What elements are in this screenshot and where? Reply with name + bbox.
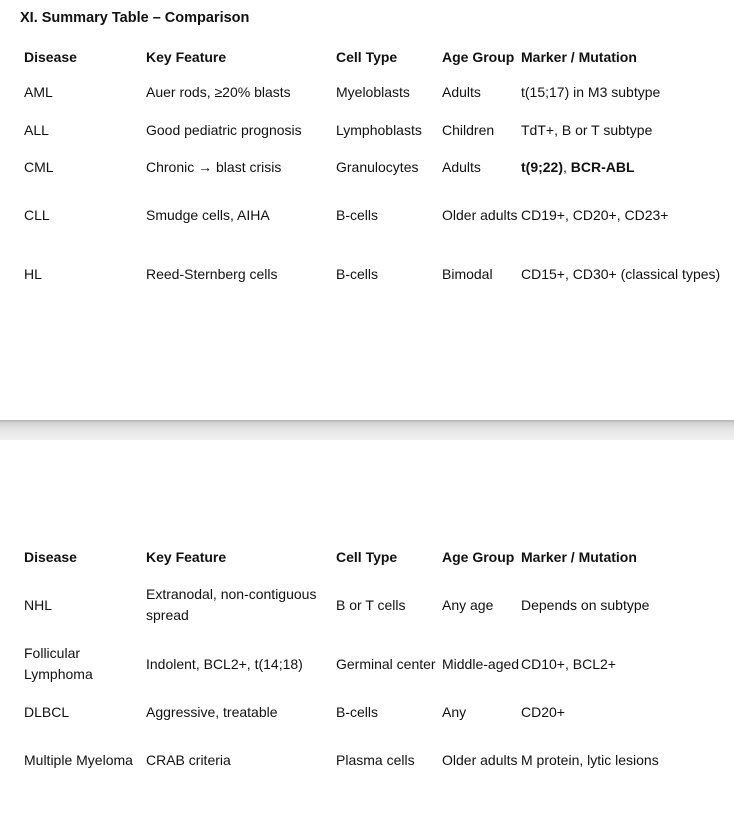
cell-disease: CML [24, 159, 54, 176]
summary-table-part-1 [0, 40, 734, 305]
cell-cell-type: Granulocytes [336, 159, 419, 176]
cell-age: Older adults [442, 207, 518, 223]
cell-marker: TdT+, B or T subtype [521, 121, 653, 138]
header-cell-type: Cell Type [336, 548, 398, 565]
table-row [0, 187, 734, 245]
header-marker: Marker / Mutation [521, 48, 637, 65]
table-row [0, 692, 734, 732]
cell-marker: CD20+ [521, 703, 565, 720]
cell-age: Adults [442, 84, 481, 101]
cell-age: Adults [442, 159, 481, 176]
marker-translocation: t(9;22) [521, 159, 564, 176]
cell-cell-type: B-cells [336, 703, 379, 720]
marker-separator: , [563, 159, 571, 176]
cell-disease: CLL [24, 207, 50, 223]
cell-disease: NHL [24, 596, 53, 613]
cell-feature: Auer rods, ≥20% blasts [146, 84, 291, 101]
table-header-row [0, 40, 734, 74]
table-header-row [0, 540, 734, 574]
page-separator [0, 420, 734, 440]
cell-marker: t(15;17) in M3 subtype [521, 84, 661, 101]
cell-age: Bimodal [442, 266, 493, 282]
cell-marker: CD10+, BCL2+ [521, 655, 616, 672]
table-row [0, 112, 734, 150]
cell-marker: M protein, lytic lesions [521, 751, 659, 768]
table-row [0, 149, 734, 187]
cell-cell-type: B or T cells [336, 596, 406, 613]
cell-age: Children [442, 121, 495, 138]
header-disease: Disease [24, 548, 77, 565]
cell-feature: Good pediatric prognosis [146, 121, 302, 138]
header-disease: Disease [24, 48, 77, 65]
document-page-2 [0, 440, 734, 814]
cell-marker: Depends on subtype [521, 596, 650, 613]
cell-cell-type: B-cells [336, 266, 379, 282]
marker-fusion-gene: BCR-ABL [570, 159, 635, 176]
cell-feature: Smudge cells, AIHA [146, 207, 270, 223]
table-row [0, 74, 734, 112]
header-age-group: Age Group [442, 48, 515, 65]
cell-feature: Chronic → blast crisis [146, 159, 282, 176]
cell-marker [521, 149, 734, 187]
cell-cell-type: Plasma cells [336, 751, 415, 768]
cell-age: Middle-aged [442, 655, 520, 672]
section-title: XI. Summary Table – Comparison [20, 10, 250, 26]
cell-feature: Aggressive, treatable [146, 703, 278, 720]
header-key-feature: Key Feature [146, 548, 227, 565]
cell-disease: Follicular Lymphoma [24, 645, 93, 682]
cell-disease: AML [24, 84, 53, 101]
header-cell-type: Cell Type [336, 48, 398, 65]
header-marker: Marker / Mutation [521, 548, 637, 565]
cell-feature: Indolent, BCL2+, t(14;18) [146, 655, 303, 672]
table-row [0, 636, 734, 692]
cell-age: Older adults [442, 751, 518, 768]
cell-disease: Multiple Myeloma [24, 751, 133, 768]
cell-cell-type: B-cells [336, 207, 379, 223]
table-row [0, 574, 734, 636]
cell-cell-type: Myeloblasts [336, 84, 410, 101]
cell-age: Any [442, 703, 467, 720]
summary-table-part-2 [0, 540, 734, 788]
cell-disease: ALL [24, 121, 49, 138]
cell-disease: HL [24, 266, 42, 282]
cell-feature: CRAB criteria [146, 751, 231, 768]
cell-age: Any age [442, 596, 494, 613]
table-row [0, 245, 734, 305]
cell-feature: Extranodal, non-contiguous spread [146, 586, 317, 623]
cell-cell-type: Germinal center [336, 655, 436, 672]
cell-feature: Reed-Sternberg cells [146, 266, 278, 282]
header-key-feature: Key Feature [146, 48, 227, 65]
cell-disease: DLBCL [24, 703, 70, 720]
cell-cell-type: Lymphoblasts [336, 121, 422, 138]
cell-marker: CD19+, CD20+, CD23+ [521, 207, 669, 223]
header-age-group: Age Group [442, 548, 515, 565]
cell-marker: CD15+, CD30+ (classical types) [521, 266, 721, 282]
table-row [0, 732, 734, 788]
